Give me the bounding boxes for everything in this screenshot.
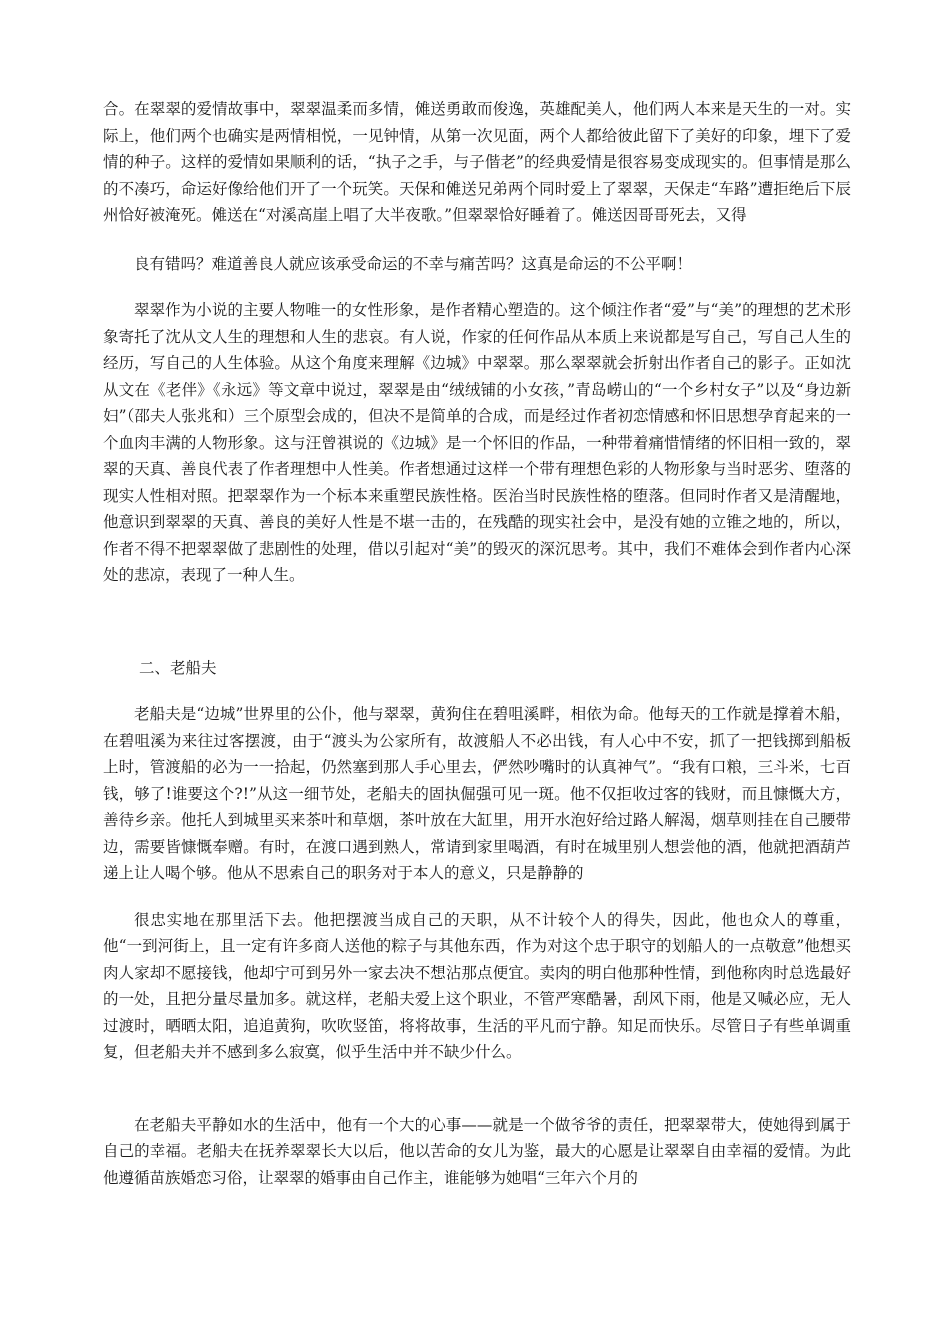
paragraph-boatman-wish: 在老船夫平静如水的生活中，他有一个大的心事——就是一个做爷爷的责任，把翠翠带大，使她得到属于自己的幸福。老船夫在抚养翠翠长大以后，他以苦命的女儿为鉴，最大的心愿是让翠翠自由幸福的爱情。为此他遵循苗族婚恋习俗，让翠翠的婚事由自己作主，谁能够为她唱“三年六个月的: [103, 1115, 851, 1187]
paragraph-gap: [103, 277, 851, 297]
paragraph-old-boatman: 老船夫是“边城”世界里的公仆，他与翠翠，黄狗住在碧咀溪畔，相依为命。他每天的工作就是撑着木船，在碧咀溪为来往过客摆渡，由于“渡头为公家所有，故渡船人不必出钱，有人心中不安，抓了一把钱掷到船板上时，管渡船的必为一一拾起，仍然塞到那人手心里去，俨然吵嘴时的认真神气”。“我有口粮，三斗米，七百钱，够了!谁要这个?!”从这一细节处，老船夫的固执倔强可见一斑。他不仅拒收过客的钱财，而且慷慨大方，善待乡亲。他托人到城里买来茶叶和草烟，茶叶放在大缸里，用开水泡好给过路人解渴，烟草则挂在自己腰带边，需要皆慷慨奉赠。有时，在渡口遇到熟人，常请到家里喝酒，有时在城里别人想尝他的酒，他就把酒葫芦递上让人喝个够。他从不思索自己的职务对于本人的意义，只是静静的: [103, 705, 851, 882]
paragraph-cuicui-analysis: 翠翠作为小说的主要人物唯一的女性形象，是作者精心塑造的。这个倾注作者“爱”与“美”的理想的艺术形象寄托了沈从文人生的理想和人生的悲哀。有人说，作家的任何作品从本质上来说都是写自己，写自己人生的经历，写自己的人生体验。从这个角度来理解《边城》中翠翠。那么翠翠就会折射出作者自己的影子。正如沈从文在《老伴》《永远》等文章中说过，翠翠是由“绒绒铺的小女孩，”青岛崂山的“一个乡村女子”以及“身边新妇”（邵夫人张兆和）三个原型会成的，但决不是简单的合成，而是经过作者初恋情感和怀旧思想孕育起来的一个血肉丰满的人物形象。这与汪曾祺说的《边城》是一个怀旧的作品，一种带着痛惜情绪的怀旧相一致的，翠翠的天真、善良代表了作者理想中人性美。作者想通过这样一个带有理想色彩的人物形象与当时恶劣、堕落的现实人性相对照。把翠翠作为一个标本来重塑民族性格。医治当时民族性格的堕落。但同时作者又是清醒地，他意识到翠翠的天真、善良的美好人性是不堪一击的，在残酷的现实社会中，是没有她的立锥之地的，所以，作者不得不把翠翠做了悲剧性的处理，借以引起对“美”的毁灭的深沉思考。其中，我们不难体会到作者内心深处的悲凉，表现了一种人生。: [103, 301, 851, 584]
paragraph-love-story: 合。在翠翠的爱情故事中，翠翠温柔而多情，傩送勇敢而俊逸，英雄配美人，他们两人本来是天生的一对。实际上，他们两个也确实是两情相悦，一见钟情，从第一次见面，两个人都给彼此留下了美好的印象，埋下了爱情的种子。这样的爱情如果顺利的话，“执子之手，与子偕老”的经典爱情是很容易变成现实的。但事情是那么的不凑巧，命运好像给他们开了一个玩笑。天保和傩送兄弟两个同时爱上了翠翠，天保走“车路”遭拒绝后下辰州恰好被淹死。傩送在“对溪高崖上唱了大半夜歌。”但翠翠恰好睡着了。傩送因哥哥死去，又得: [103, 100, 851, 224]
paragraph-boatman-life: 很忠实地在那里活下去。他把摆渡当成自己的天职，从不计较个人的得失，因此，他也众人的尊重，他“一到河街上，且一定有许多商人送他的粽子与其他东西，作为对这个忠于职守的划船人的一点敬意”他想买肉人家却不愿接钱，他却宁可到另外一家去决不想沾那点便宜。卖肉的明白他那种性情，到他称肉时总选最好的一处，且把分量尽量加多。就这样，老船夫爱上这个职业，不管严寒酷暑，刮风下雨，他是又喊必应，无人过渡时，晒晒太阳，追追黄狗，吹吹竖笛，将将故事，生活的平凡而宁静。知足而快乐。尽管日子有些单调重复，但老船夫并不感到多么寂寞，似乎生活中并不缺少什么。: [103, 910, 851, 1061]
section-gap: [103, 589, 851, 655]
document-page: [103, 96, 851, 1191]
section-heading: 二、老船夫: [139, 658, 217, 677]
paragraph-fate-question: 良有错吗？难道善良人就应该承受命运的不幸与痛苦吗？这真是命运的不公平啊！: [134, 254, 693, 273]
paragraph-gap: [103, 681, 851, 701]
paragraph-gap: [103, 1066, 851, 1112]
paragraph-gap: [103, 887, 851, 907]
paragraph-gap: [103, 229, 851, 251]
